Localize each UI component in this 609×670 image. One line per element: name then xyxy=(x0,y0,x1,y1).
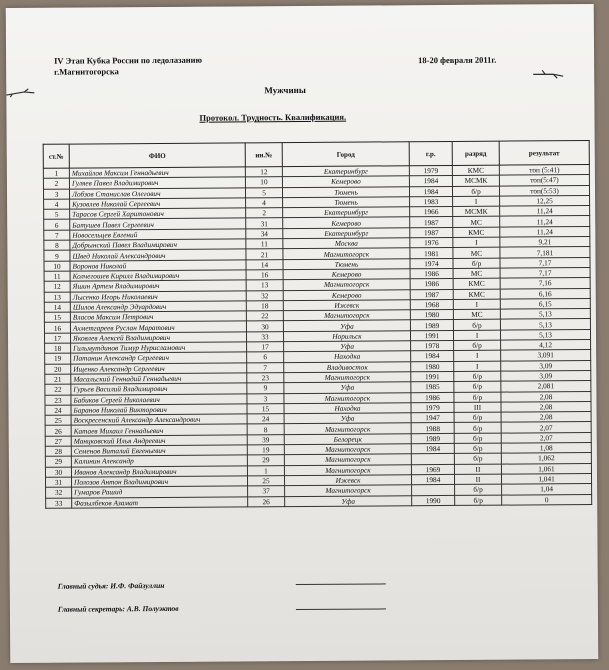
cell-start-number: 23 xyxy=(45,395,71,405)
cell-start-number: 28 xyxy=(45,446,71,456)
col-result: результат xyxy=(499,140,589,165)
cell-full-name: Яковлев Алексей Владимирович xyxy=(70,332,246,344)
cell-birth-year: 1991 xyxy=(411,371,454,382)
cell-id-number: 19 xyxy=(247,445,284,456)
cell-result: топ (5:41) xyxy=(499,164,589,175)
cell-id-number: 34 xyxy=(246,228,283,239)
cell-full-name: Патанин Александр Сергеевич xyxy=(71,352,247,364)
cell-id-number: 9 xyxy=(247,383,284,394)
protocol-subtitle: Трудность. Квалификация. xyxy=(239,111,347,123)
cell-full-name: Швед Николай Александрович xyxy=(70,249,246,261)
cell-start-number: 32 xyxy=(46,487,72,497)
cell-city: Магнитогорск xyxy=(284,454,411,465)
cell-rank: КМС xyxy=(453,227,500,238)
cell-result: 5,13 xyxy=(500,319,590,330)
cell-city: Ижевск xyxy=(283,300,410,311)
cell-result: 11,24 xyxy=(500,206,590,217)
cell-rank: б/р xyxy=(454,381,501,392)
cell-id-number: 22 xyxy=(246,311,283,322)
cell-rank: б/р xyxy=(453,320,500,331)
cell-rank: I xyxy=(453,330,500,341)
cell-id-number: 4 xyxy=(246,198,283,209)
cell-result: 4,12 xyxy=(501,340,591,351)
cell-start-number: 30 xyxy=(45,467,71,477)
cell-rank: б/р xyxy=(453,258,500,269)
cell-birth-year: 1989 xyxy=(410,320,453,331)
cell-birth-year: 1984 xyxy=(409,186,452,197)
cell-start-number: 19 xyxy=(45,353,71,363)
cell-start-number: 7 xyxy=(44,230,70,240)
cell-full-name: Лобзов Станислав Олегович xyxy=(69,187,245,199)
cell-result: 2,08 xyxy=(501,412,591,423)
cell-start-number: 31 xyxy=(45,477,71,487)
signature-line xyxy=(296,583,386,585)
cell-start-number: 9 xyxy=(44,250,70,260)
cell-full-name: Семенов Виталий Евгеньевич xyxy=(71,445,247,457)
cell-id-number: 13 xyxy=(246,280,283,291)
cell-birth-year: 1986 xyxy=(410,279,453,290)
cell-city: Ижевск xyxy=(284,475,411,486)
cell-start-number: 33 xyxy=(46,498,72,508)
cell-city: Находка xyxy=(284,351,411,362)
cell-id-number: 18 xyxy=(246,300,283,311)
cell-city: Екатеринбург xyxy=(283,228,410,239)
cell-start-number: 2 xyxy=(43,178,69,188)
cell-result: 11,24 xyxy=(500,226,590,237)
cell-start-number: 6 xyxy=(44,220,70,230)
cell-full-name: Кузовлев Николай Сергеевич xyxy=(70,198,246,210)
cell-start-number: 22 xyxy=(45,384,71,394)
cell-city: Тюмень xyxy=(282,186,409,197)
cell-result: топ(5:47) xyxy=(499,175,589,186)
cell-rank: б/р xyxy=(454,371,501,382)
cell-full-name: Власов Максим Петрович xyxy=(70,311,246,323)
cell-result: 9,21 xyxy=(500,237,590,248)
cell-city: Уфа xyxy=(284,341,411,352)
cell-city: Тюмень xyxy=(283,258,410,269)
cell-rank: I xyxy=(453,299,500,310)
cell-full-name: Фазылбеков Азамат xyxy=(72,496,248,508)
cell-id-number: 31 xyxy=(246,218,283,229)
cell-id-number: 6 xyxy=(247,352,284,363)
cell-rank: б/р xyxy=(455,495,502,506)
cell-start-number: 16 xyxy=(44,323,70,333)
col-rank: разряд xyxy=(452,141,499,165)
event-title: IV Этап Кубка России по ледолазанию xyxy=(54,54,203,66)
cell-birth-year: 1980 xyxy=(411,361,454,372)
cell-rank: МСМК xyxy=(453,206,500,217)
cell-full-name: Шилов Александр Эдуардович xyxy=(70,301,246,313)
cell-start-number: 18 xyxy=(45,343,71,353)
cell-id-number: 30 xyxy=(246,321,283,332)
cell-id-number: 23 xyxy=(247,373,284,384)
cell-start-number: 25 xyxy=(45,415,71,425)
cell-start-number: 13 xyxy=(44,292,70,302)
cell-city: Норильск xyxy=(283,330,410,341)
cell-birth-year: 1974 xyxy=(410,258,453,269)
cell-city: Находка xyxy=(284,403,411,414)
cell-full-name: Воронов Николай xyxy=(70,260,246,272)
cell-id-number: 24 xyxy=(247,414,284,425)
cell-result: 6,15 xyxy=(500,298,590,309)
cell-city: Уфа xyxy=(284,413,411,424)
cell-birth-year: 1979 xyxy=(411,402,454,413)
cell-full-name: Манцковский Илья Андреевич xyxy=(71,435,247,447)
col-city: Город xyxy=(282,142,409,167)
cell-full-name: Колчегошев Кирилл Владимирович xyxy=(70,270,246,282)
signature-line xyxy=(296,608,386,610)
event-city: г.Магнитогорска xyxy=(54,66,119,77)
cell-full-name: Тарасов Сергей Харитонович xyxy=(70,208,246,220)
cell-full-name: Гуляев Павел Владимирович xyxy=(69,177,245,189)
cell-rank: МС xyxy=(453,247,500,258)
cell-result: 6,16 xyxy=(500,288,590,299)
cell-start-number: 15 xyxy=(44,312,70,322)
cell-rank: I xyxy=(454,350,501,361)
cell-city: Магнитогорск xyxy=(284,392,411,403)
cell-result: 11,24 xyxy=(500,216,590,227)
cell-city: Магнитогорск xyxy=(285,485,412,496)
cell-birth-year xyxy=(412,485,455,496)
cell-id-number: 21 xyxy=(246,249,283,260)
cell-start-number: 17 xyxy=(44,333,70,343)
cell-result: 5,13 xyxy=(500,309,590,320)
cell-city: Магнитогорск xyxy=(284,372,411,383)
cell-rank: б/р xyxy=(454,433,501,444)
cell-rank: I xyxy=(453,196,500,207)
cell-id-number: 11 xyxy=(246,239,283,250)
cell-full-name: Гильмутдинов Тимур Нурисламович xyxy=(71,342,247,354)
cell-id-number: 15 xyxy=(247,403,284,414)
protocol-sheet xyxy=(6,4,599,663)
cell-start-number: 29 xyxy=(45,456,71,466)
cell-result: 1,08 xyxy=(501,442,591,453)
cell-rank: б/р xyxy=(454,443,501,454)
cell-rank: III xyxy=(454,402,501,413)
cell-rank: II xyxy=(454,474,501,485)
cell-city: Кемерово xyxy=(283,289,410,300)
cell-birth-year: 1986 xyxy=(411,392,454,403)
cell-full-name: Яшин Артем Владимирович xyxy=(70,280,246,292)
cell-rank: КМС xyxy=(452,165,499,176)
cell-full-name: Добрынский Павел Владимирович xyxy=(70,239,246,251)
cell-result: 7,181 xyxy=(500,247,590,258)
cell-birth-year: 1989 xyxy=(411,433,454,444)
cell-birth-year: 1988 xyxy=(411,423,454,434)
chief-secretary: Главный секретарь: А.В. Полуэктов xyxy=(57,603,179,614)
cell-id-number: 25 xyxy=(247,476,284,487)
cell-start-number: 21 xyxy=(45,374,71,384)
cell-id-number: 26 xyxy=(248,496,285,507)
cell-rank: б/р xyxy=(454,412,501,423)
cell-rank: МСМК xyxy=(452,175,499,186)
cell-city: Магнитогорск xyxy=(283,279,410,290)
cell-id-number: 8 xyxy=(247,424,284,435)
cell-city: Уфа xyxy=(283,320,410,331)
cell-result: 3,09 xyxy=(501,370,591,381)
cell-birth-year: 1984 xyxy=(411,351,454,362)
cell-rank: б/р xyxy=(452,186,499,197)
col-full-name: ФИО xyxy=(69,143,245,168)
cell-birth-year xyxy=(411,454,454,465)
cell-birth-year: 1985 xyxy=(411,382,454,393)
cell-full-name: Гурьев Василий Владимирович xyxy=(71,383,247,395)
cell-result: 0 xyxy=(502,494,592,505)
col-id-number: ин.№ xyxy=(245,143,282,167)
cell-result: топ(5:53) xyxy=(499,185,589,196)
cell-id-number: 2 xyxy=(246,208,283,219)
cell-start-number: 14 xyxy=(44,302,70,312)
cell-full-name: Батушев Павел Сергеевич xyxy=(70,218,246,230)
col-birth-year: г.р. xyxy=(409,141,452,165)
cell-result: 7,17 xyxy=(500,267,590,278)
cell-birth-year: 1947 xyxy=(411,413,454,424)
cell-city: Тюмень xyxy=(283,197,410,208)
protocol-label: Протокол. xyxy=(199,112,240,123)
cell-city: Екатеринбург xyxy=(283,207,410,218)
cell-rank: КМС xyxy=(453,289,500,300)
cell-id-number: 5 xyxy=(245,187,282,198)
cell-start-number: 3 xyxy=(43,189,69,199)
cell-city: Магнитогорск xyxy=(283,248,410,259)
cell-rank: I xyxy=(453,237,500,248)
cell-full-name: Бабиков Сергей Николаевич xyxy=(71,393,247,405)
cell-id-number: 16 xyxy=(246,270,283,281)
cell-id-number: 3 xyxy=(247,393,284,404)
cell-city: Владивосток xyxy=(284,361,411,372)
cell-start-number: 20 xyxy=(45,364,71,374)
cell-id-number: 14 xyxy=(246,259,283,270)
cell-result: 12,25 xyxy=(500,195,590,206)
cell-birth-year: 1984 xyxy=(411,443,454,454)
cell-city: Москва xyxy=(283,238,410,249)
cell-rank: МС xyxy=(453,217,500,228)
cell-rank: I xyxy=(454,361,501,372)
cell-rank: б/р xyxy=(454,392,501,403)
ice-axe-icon xyxy=(4,88,38,98)
cell-birth-year: 1987 xyxy=(410,227,453,238)
cell-full-name: Полозов Антон Владимирович xyxy=(71,476,247,488)
cell-id-number: 39 xyxy=(247,434,284,445)
cell-start-number: 27 xyxy=(45,436,71,446)
cell-birth-year: 1976 xyxy=(410,238,453,249)
cell-full-name: Иванов Александр Владимирович xyxy=(71,465,247,477)
cell-birth-year: 1966 xyxy=(410,207,453,218)
cell-result: 7,16 xyxy=(500,278,590,289)
results-body xyxy=(43,164,591,508)
col-start-number: ст.№ xyxy=(43,144,69,168)
cell-result: 7,17 xyxy=(500,257,590,268)
category-heading: Мужчины xyxy=(264,84,306,96)
cell-birth-year: 1968 xyxy=(410,299,453,310)
cell-result: 1,04 xyxy=(502,484,592,495)
cell-rank: б/р xyxy=(455,484,502,495)
cell-start-number: 11 xyxy=(44,271,70,281)
cell-start-number: 12 xyxy=(44,281,70,291)
cell-id-number: 32 xyxy=(246,290,283,301)
cell-result: 2,07 xyxy=(501,422,591,433)
cell-birth-year: 1978 xyxy=(411,340,454,351)
cell-result: 2,07 xyxy=(501,432,591,443)
cell-result: 1,062 xyxy=(501,453,591,464)
cell-full-name: Катаев Михаил Геннадьевич xyxy=(71,424,247,436)
cell-id-number: 33 xyxy=(246,331,283,342)
cell-id-number: 1 xyxy=(247,465,284,476)
protocol-heading xyxy=(199,112,346,123)
cell-start-number: 26 xyxy=(45,426,71,436)
cell-birth-year: 1969 xyxy=(411,464,454,475)
cell-rank: II xyxy=(454,464,501,475)
cell-start-number: 5 xyxy=(44,209,70,219)
cell-rank: МС xyxy=(453,309,500,320)
cell-start-number: 1 xyxy=(43,168,69,178)
cell-result: 5,13 xyxy=(500,329,590,340)
cell-result: 1,061 xyxy=(501,463,591,474)
cell-full-name: Ахметгареев Руслан Маратович xyxy=(70,321,246,333)
cell-result: 2,08 xyxy=(501,391,591,402)
cell-result: 2,081 xyxy=(501,381,591,392)
cell-city: Магнитогорск xyxy=(284,464,411,475)
cell-result: 1,041 xyxy=(501,473,591,484)
cell-full-name: Масальский Геннадий Геннадьевич xyxy=(71,373,247,385)
cell-city: Магнитогорск xyxy=(284,444,411,455)
cell-rank: б/р xyxy=(454,340,501,351)
cell-full-name: Калинин Александр xyxy=(71,455,247,467)
cell-city: Кемерово xyxy=(283,269,410,280)
cell-city: Белорецк xyxy=(284,433,411,444)
cell-result: 2,08 xyxy=(501,401,591,412)
cell-result: 3,09 xyxy=(501,360,591,371)
cell-birth-year: 1984 xyxy=(409,176,452,187)
cell-id-number: 17 xyxy=(247,342,284,353)
cell-id-number: 10 xyxy=(245,177,282,188)
cell-result: 3,091 xyxy=(501,350,591,361)
cell-city: Уфа xyxy=(284,382,411,393)
cell-start-number: 4 xyxy=(44,199,70,209)
cell-rank: б/р xyxy=(454,423,501,434)
cell-city: Магнитогорск xyxy=(284,423,411,434)
cell-start-number: 8 xyxy=(44,240,70,250)
cell-full-name: Ищенко Александр Сергеевич xyxy=(71,363,247,375)
cell-birth-year: 1983 xyxy=(410,196,453,207)
cell-city: Уфа xyxy=(285,495,412,506)
cell-city: Кемерово xyxy=(283,217,410,228)
cell-birth-year: 1987 xyxy=(410,289,453,300)
cell-birth-year: 1987 xyxy=(410,217,453,228)
results-table xyxy=(43,140,593,509)
cell-rank: КМС xyxy=(453,278,500,289)
cell-city: Кемерово xyxy=(282,176,409,187)
cell-start-number: 10 xyxy=(44,261,70,271)
cell-id-number: 12 xyxy=(245,167,282,178)
cell-full-name: Воскресенский Александр Александрович xyxy=(71,414,247,426)
cell-full-name: Лысенко Игорь Николаевич xyxy=(70,290,246,302)
cell-city: Магнитогорск xyxy=(283,310,410,321)
cell-birth-year: 1984 xyxy=(411,474,454,485)
cell-city: Екатеринбург xyxy=(282,166,409,177)
cell-birth-year: 1991 xyxy=(410,330,453,341)
cell-full-name: Баранов Николай Викторович xyxy=(71,404,247,416)
event-dates: 18-20 февраля 2011г. xyxy=(418,54,497,66)
cell-birth-year: 1990 xyxy=(412,495,455,506)
cell-birth-year: 1979 xyxy=(409,165,452,176)
cell-full-name: Михайлов Максим Геннадьевич xyxy=(69,167,245,179)
ice-axe-icon xyxy=(531,69,565,79)
cell-birth-year: 1986 xyxy=(410,268,453,279)
chief-judge: Главный судья: И.Ф. Файзуллин xyxy=(57,580,165,591)
cell-birth-year: 1981 xyxy=(410,248,453,259)
cell-id-number: 29 xyxy=(247,455,284,466)
cell-rank: МС xyxy=(453,268,500,279)
cell-id-number: 37 xyxy=(248,486,285,497)
cell-birth-year: 1980 xyxy=(410,310,453,321)
cell-full-name: Новосельцев Евгений xyxy=(70,229,246,241)
cell-full-name: Гумаров Рашид xyxy=(72,486,248,498)
cell-start-number: 24 xyxy=(45,405,71,415)
cell-id-number: 7 xyxy=(247,362,284,373)
cell-rank: б/р xyxy=(454,453,501,464)
